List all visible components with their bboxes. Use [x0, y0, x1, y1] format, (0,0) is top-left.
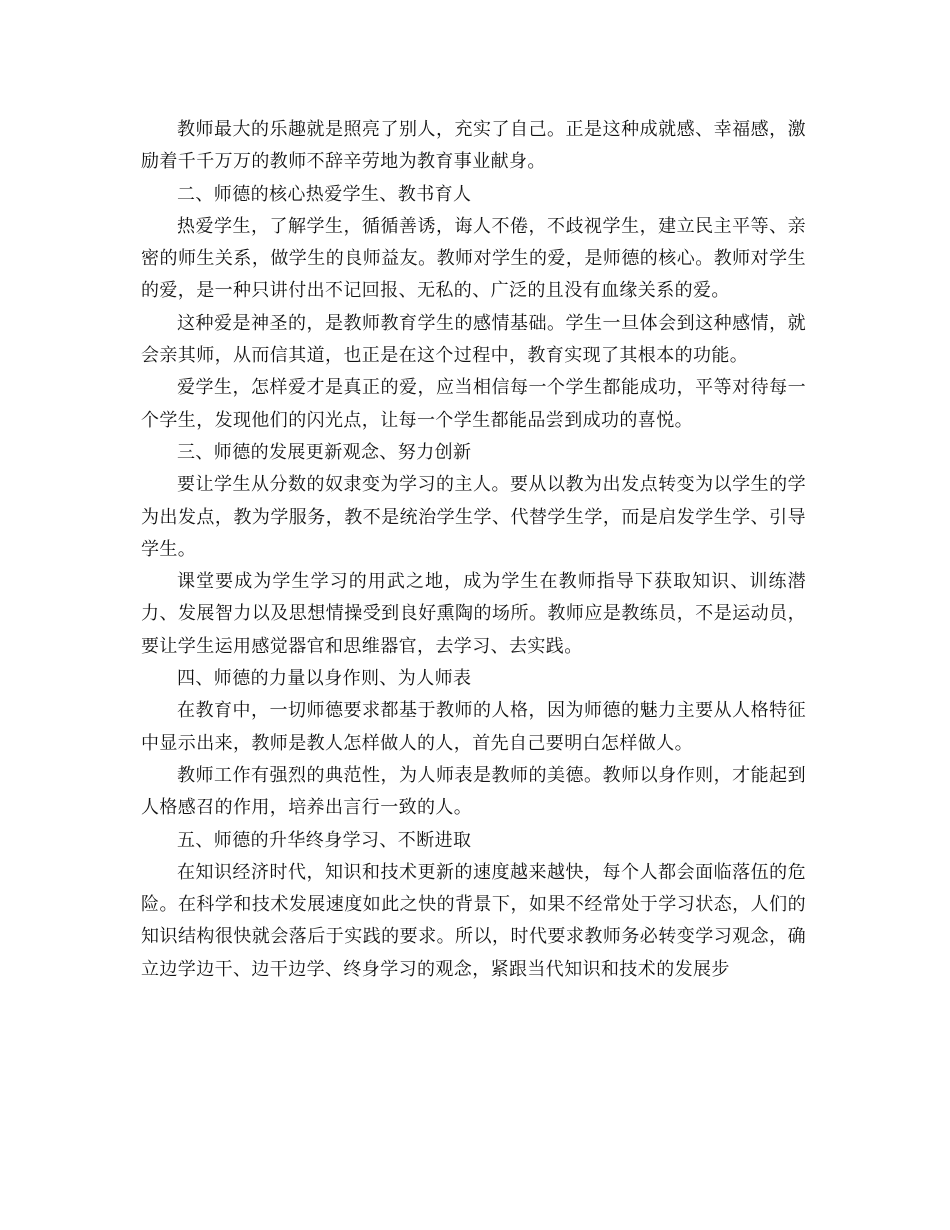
section-heading: 五、师德的升华终身学习、不断进取: [177, 829, 472, 851]
document-body: [141, 114, 806, 986]
paragraph: 教师工作有强烈的典范性，为人师表是教师的美德。教师以身作则，才能起到人格感召的作用，培养出言行一致的人。: [141, 764, 806, 819]
paragraph: 课堂要成为学生学习的用武之地，成为学生在教师指导下获取知识、训练潜力、发展智力以及思想情操受到良好熏陶的场所。教师应是教练员，不是运动员，要让学生运用感觉器官和思维器官，去学习、去实践。: [141, 571, 806, 657]
section-heading: 三、师德的发展更新观念、努力创新: [177, 441, 472, 463]
paragraph: 在教育中，一切师德要求都基于教师的人格，因为师德的魅力主要从人格特征中显示出来，教师是教人怎样做人的人，首先自己要明白怎样做人。: [141, 700, 806, 754]
paragraph: 在知识经济时代，知识和技术更新的速度越来越快，每个人都会面临落伍的危险。在科学和技术发展速度如此之快的背景下，如果不经常处于学习状态，人们的知识结构很快就会落后于实践的要求。所以，时代要求教师务必转变学习观念，确立边学边干、边干边学、终身学习的观念，紧跟当代知识和技术的发展步: [141, 861, 806, 980]
paragraph: 热爱学生，了解学生，循循善诱，诲人不倦，不歧视学生，建立民主平等、亲密的师生关系，做学生的良师益友。教师对学生的爱，是师德的核心。教师对学生的爱，是一种只讲付出不记回报、无私的、广泛的且没有血缘关系的爱。: [141, 215, 806, 302]
section-heading: 二、师德的核心热爱学生、教书育人: [177, 183, 472, 205]
paragraph: 要让学生从分数的奴隶变为学习的主人。要从以教为出发点转变为以学生的学为出发点，教为学服务，教不是统治学生学、代替学生学，而是启发学生学、引导学生。: [141, 474, 806, 560]
paragraph: 这种爱是神圣的，是教师教育学生的感情基础。学生一旦体会到这种感情，就会亲其师，从而信其道，也正是在这个过程中，教育实现了其根本的功能。: [141, 312, 806, 367]
paragraph: 爱学生，怎样爱才是真正的爱，应当相信每一个学生都能成功，平等对待每一个学生，发现他们的闪光点，让每一个学生都能品尝到成功的喜悦。: [141, 377, 806, 431]
paragraph: 教师最大的乐趣就是照亮了别人，充实了自己。正是这种成就感、幸福感，激励着千千万万的教师不辞辛劳地为教育事业献身。: [141, 119, 806, 173]
section-heading: 四、师德的力量以身作则、为人师表: [177, 668, 472, 690]
